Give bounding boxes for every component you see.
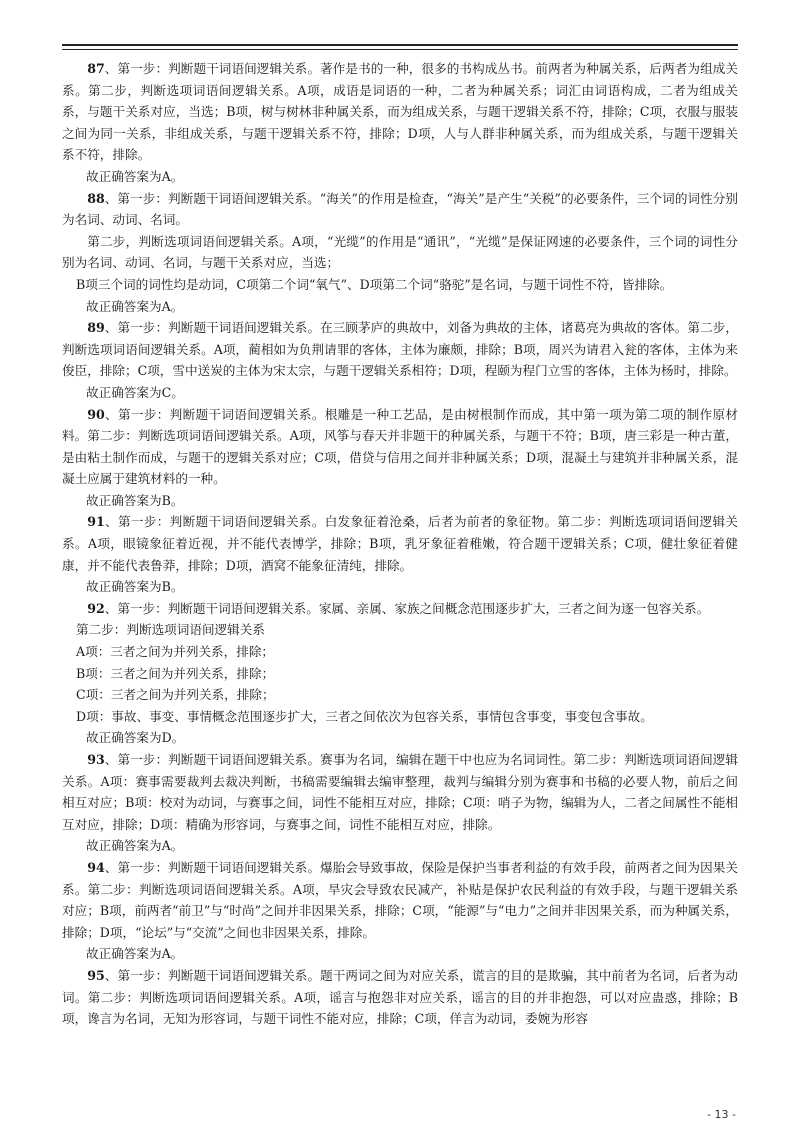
explanation-95 xyxy=(62,965,738,1030)
explanation-90 xyxy=(62,404,738,490)
question-number: 93 xyxy=(87,752,105,767)
page-number: - 13 - xyxy=(707,1108,736,1121)
explanation-text: 、第一步：判断题干词语间逻辑关系。爆胎会导致事故，保险是保护当事者利益的有效手段，前两者之间为因果关系。第二步：判断选项词语间逻辑关系。A项，旱灾会导致农民减产，补贴是保护农民利益的有效手段，与题干逻辑关系对应；B项，前两者“前卫”与“时尚”之间并非因果关系，排除；C项，“能源”与“电力”之间并非因果关系，而为种属关系，排除；D项，“论坛”与“交流”之间也非因果关系，排除。 xyxy=(62,859,738,940)
question-number: 91 xyxy=(87,514,105,530)
answer-94: 故正确答案为A。 xyxy=(86,946,184,962)
question-number: 94 xyxy=(87,859,105,875)
explanation-text: 、第一步：判断题干词语间逻辑关系。赛事为名词，编辑在题干中也应为名词词性。第二步：判断选项词语间逻辑关系。A项：赛事需要裁判去裁决判断，书稿需要编辑去编审整理，裁判与编辑分别为赛事和书稿的必要人物，前后之间相互对应；B项：校对为动词，与赛事之间，词性不能相互对应，排除；C项：哨子为物，编辑为人，二者之间属性不能相互对应，排除；D项：精确为形容词，与赛事之间，词性不能相互对应，排除。 xyxy=(62,752,738,832)
explanation-87 xyxy=(62,58,738,166)
explanation-92 xyxy=(62,598,738,620)
explanation-88 xyxy=(62,188,738,231)
explanation-89 xyxy=(62,317,738,382)
explanation-92-option-b: B项：三者之间为并列关系，排除； xyxy=(76,665,275,681)
answer-88: 故正确答案为A。 xyxy=(86,298,184,314)
explanation-text: 、第一步：判断题干词语间逻辑关系。题干两词之间为对应关系，谎言的目的是欺骗，其中前者为名词，后者为动词。第二步：判断选项词语间逻辑关系。A项，谣言与抱怨非对应关系，谣言的目的并非抱怨，可以对应蛊惑，排除；B项，谗言为名词，无知为形容词，与题干词性不能对应，排除；C项，佯言为动词，委婉为形容 xyxy=(62,967,738,1027)
answer-92: 故正确答案为D。 xyxy=(86,730,185,746)
explanation-92-option-c: C项：三者之间为并列关系，排除； xyxy=(76,687,275,703)
answer-explanations xyxy=(62,58,738,1030)
question-number: 89 xyxy=(87,320,105,336)
explanation-94 xyxy=(62,857,738,943)
answer-90: 故正确答案为B。 xyxy=(86,492,184,508)
explanation-91 xyxy=(62,511,738,576)
answer-89: 故正确答案为C。 xyxy=(86,384,184,400)
explanation-88-step2: 第二步，判断选项词语间逻辑关系。A项，“光缆”的作用是“通讯”，“光缆”是保证网速的必要条件，三个词的词性分别为名词、动词、名词，与题干关系对应，当选； xyxy=(62,233,738,271)
explanation-93 xyxy=(62,749,738,835)
explanation-text: 、第一步：判断题干词语间逻辑关系。白发象征着沧桑，后者为前者的象征物。第二步：判断选项词语间逻辑关系。A项，眼镜象征着近视，并不能代表博学，排除；B项，乳牙象征着稚嫩，符合题干逻辑关系；C项，健壮象征着健康，并不能代表鲁莽，排除；D项，酒窝不能象征清纯，排除。 xyxy=(62,514,738,573)
question-number: 95 xyxy=(87,967,105,983)
question-number: 92 xyxy=(87,600,105,616)
explanation-92-step2: 第二步：判断选项词语间逻辑关系 xyxy=(76,622,265,638)
question-number: 88 xyxy=(87,190,105,206)
explanation-text: 、第一步：判断题干词语间逻辑关系。著作是书的一种，很多的书构成丛书。前两者为种属关系，后两者为组成关系。第二步，判断选项词语间逻辑关系。A项，成语是词语的一种，二者为种属关系；词汇由词语构成，二者为组成关系，与题干关系对应，当选；B项，树与树林非种属关系，而为组成关系，与题干逻辑关系不符，排除；C项，衣服与服装之间为同一关系，非组成关系，与题干逻辑关系不符，排除；D项，人与人群非种属关系，而为组成关系，与题干逻辑关系不符，排除。 xyxy=(62,61,738,163)
explanation-text: 、第一步：判断题干词语间逻辑关系。根雕是一种工艺品，是由树根制作而成，其中第一项为第二项的制作原材料。第二步：判断选项词语间逻辑关系。A项，风筝与春天并非题干的种属关系，与题干不符；B项，唐三彩是一种古董，是由粘土制作而成，与题干的逻辑关系对应；C项，借贷与信用之间并非种属关系；D项，混凝土与建筑并非种属关系，混凝土应属于建筑材料的一种。 xyxy=(62,406,738,487)
explanation-text: 、第一步：判断题干词语间逻辑关系。家属、亲属、家族之间概念范围逐步扩大，三者之间为逐一包容关系。 xyxy=(104,600,710,616)
explanation-92-option-d: D项：事故、事变、事情概念范围逐步扩大，三者之间依次为包容关系，事情包含事变，事变包含事故。 xyxy=(76,708,653,724)
explanation-88-step3: B项三个词的词性均是动词，C项第二个词“氧气”、D项第二个词“骆驼”是名词，与题干词性不符，皆排除。 xyxy=(76,276,673,292)
question-number: 87 xyxy=(87,61,105,76)
header-rule-thick xyxy=(62,44,738,46)
answer-91: 故正确答案为B。 xyxy=(86,579,184,595)
answer-87: 故正确答案为A。 xyxy=(86,168,184,184)
explanation-text: 、第一步：判断题干词语间逻辑关系。“海关”的作用是检查，“海关”是产生“关税”的必要条件，三个词的词性分别为名词、动词、名词。 xyxy=(62,190,738,228)
header-rule-thin xyxy=(62,49,738,50)
answer-93: 故正确答案为A。 xyxy=(86,838,184,854)
explanation-92-option-a: A项：三者之间为并列关系，排除； xyxy=(76,644,275,660)
explanation-text: 、第一步：判断题干词语间逻辑关系。在三顾茅庐的典故中，刘备为典故的主体，诸葛亮为典故的客体。第二步，判断选项词语间逻辑关系。A项，蔺相如为负荆请罪的客体，主体为廉颇，排除；B项，周兴为请君入瓮的客体，主体为来俊臣，排除；C项，雪中送炭的主体为宋太宗，与题干逻辑关系相符；D项，程颐为程门立雪的客体，主体为杨时，排除。 xyxy=(62,320,738,379)
question-number: 90 xyxy=(87,406,105,422)
